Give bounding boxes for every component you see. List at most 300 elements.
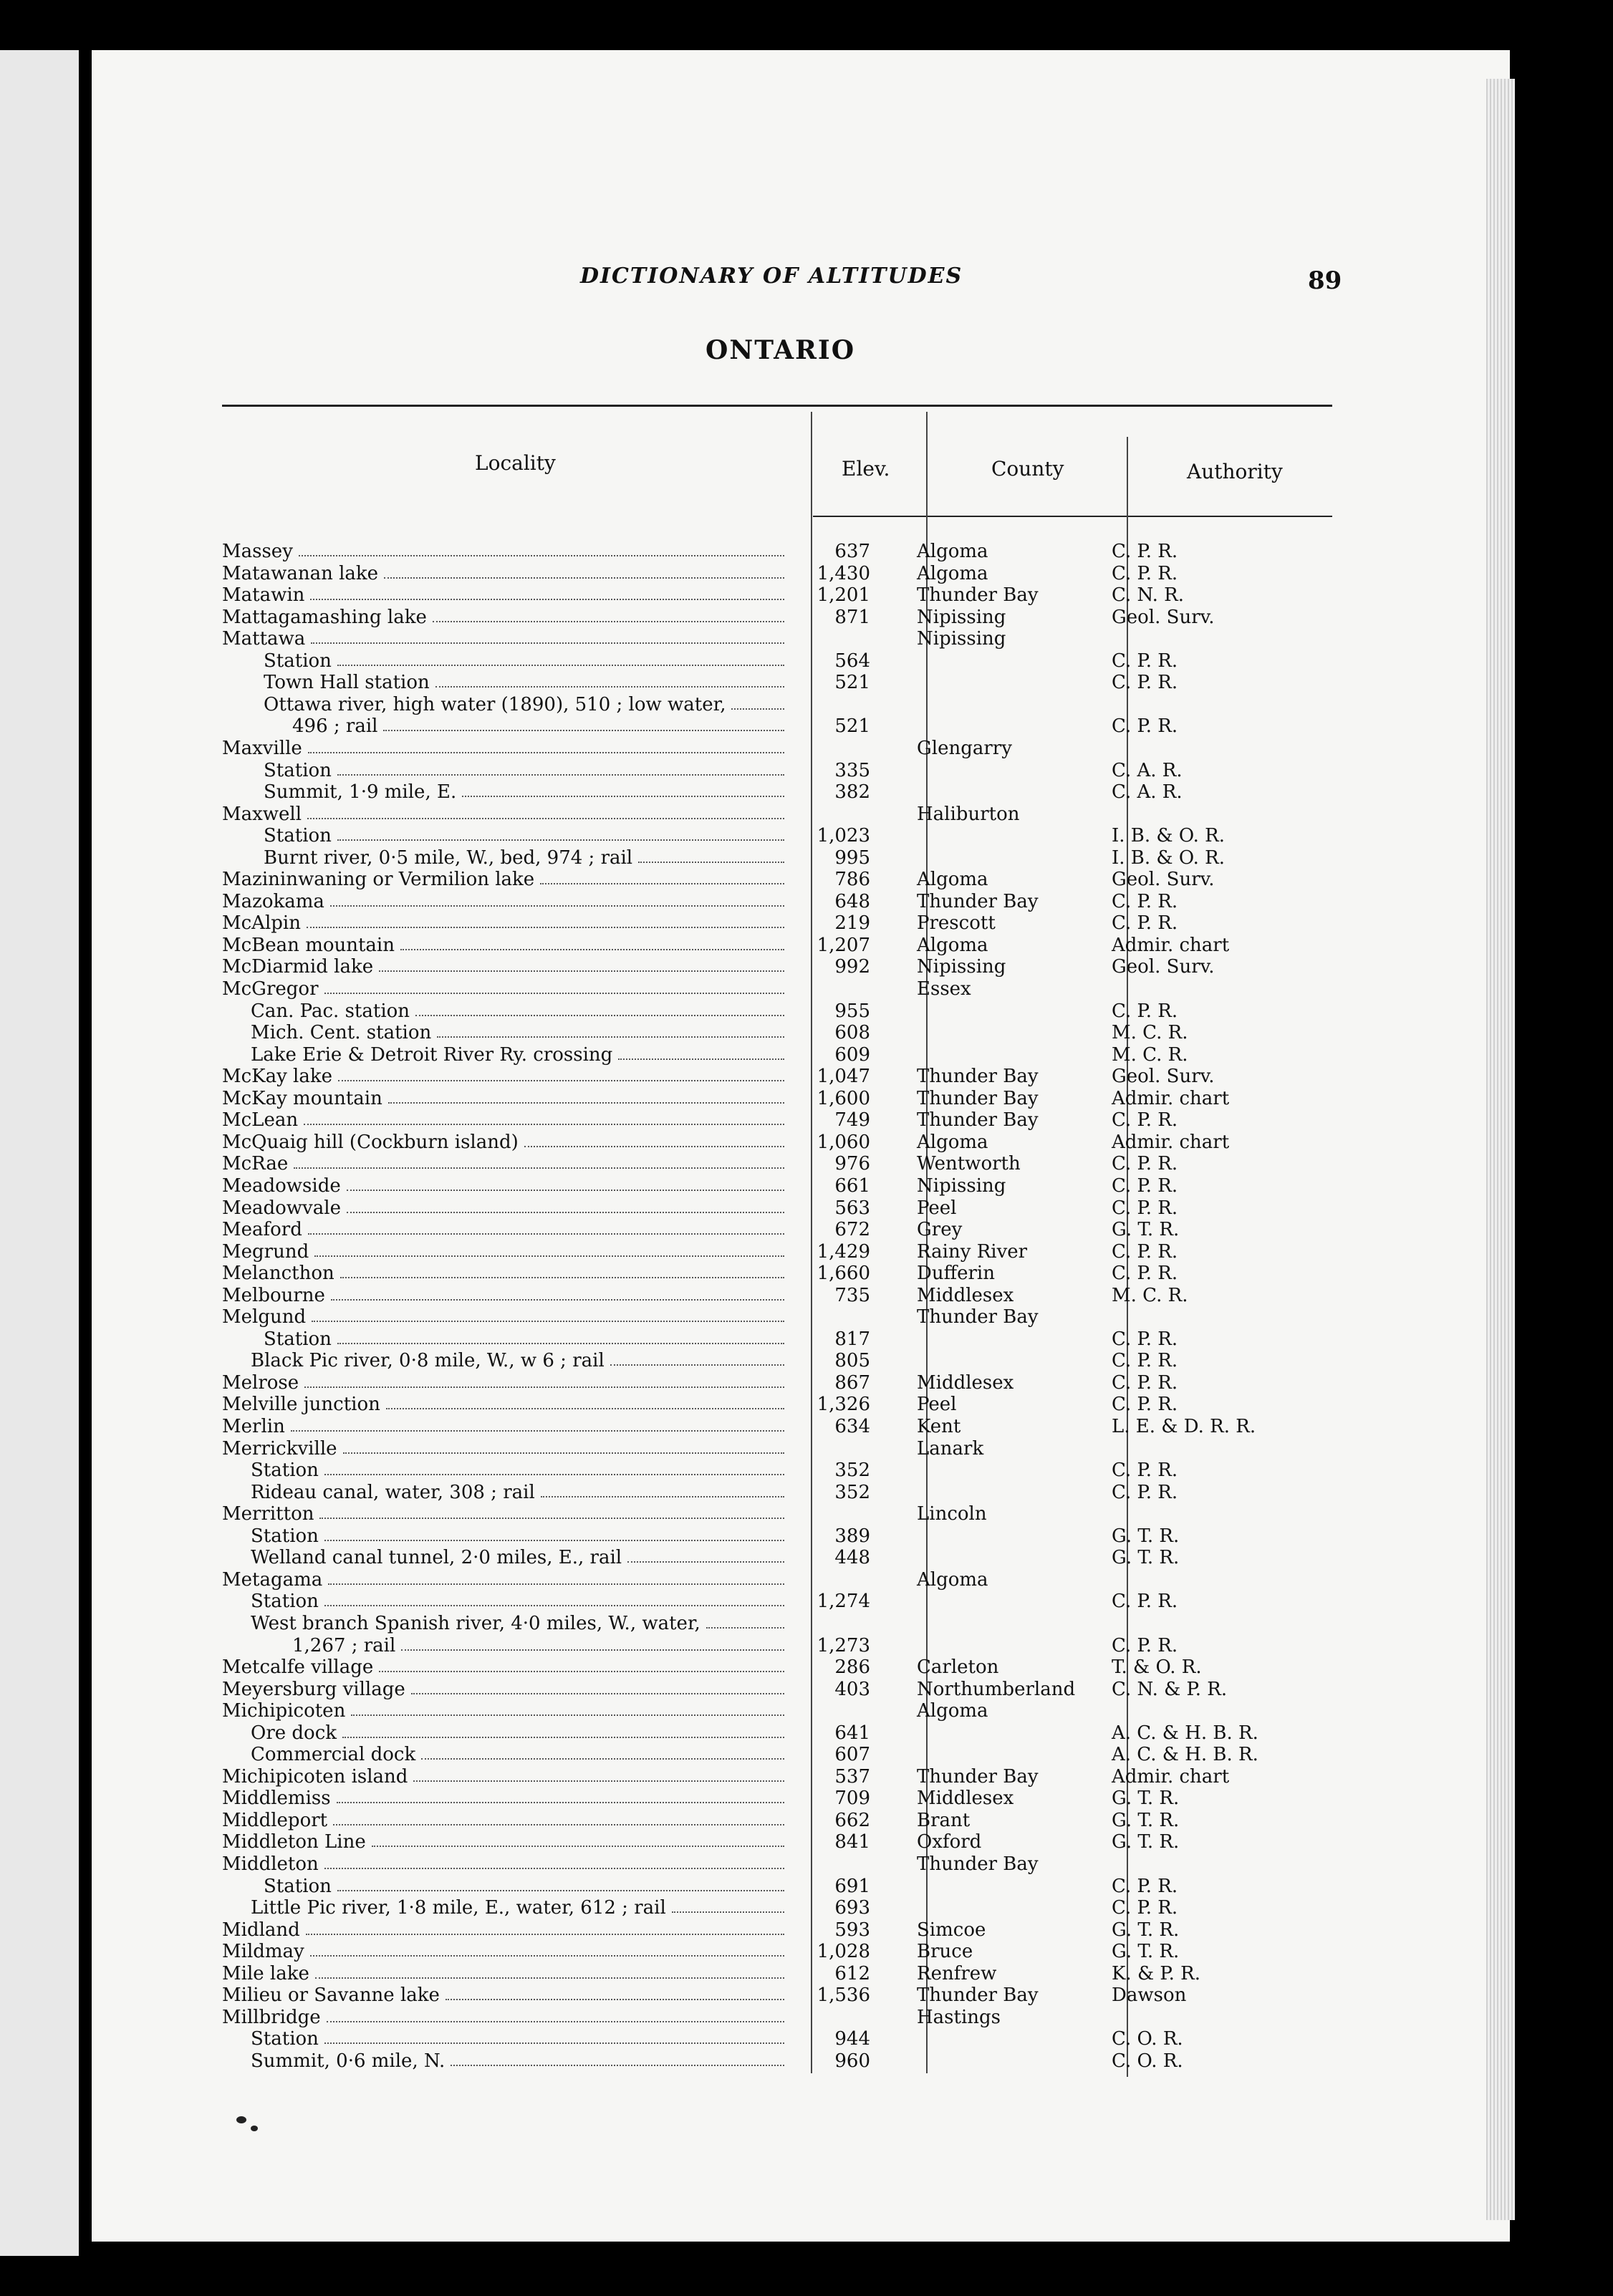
table-row	[0, 1788, 1613, 1809]
locality-cell: Little Pic river, 1·8 mile, E., water, 612 ; rail	[251, 1897, 666, 1919]
authority-cell: C. P. R.	[1112, 562, 1178, 584]
locality-cell: Mattagamashing lake	[222, 606, 427, 628]
table-row	[0, 2028, 1613, 2050]
county-cell: Essex	[917, 978, 971, 1000]
authority-cell: G. T. R.	[1112, 1788, 1180, 1810]
table-row	[0, 1022, 1613, 1043]
county-cell: Lanark	[917, 1437, 984, 1460]
county-cell: Middlesex	[917, 1788, 1014, 1810]
locality-cell: Millbridge	[222, 2006, 321, 2028]
leader-dots	[324, 2028, 784, 2044]
elevation-cell: 976	[834, 1153, 870, 1175]
leader-dots	[327, 2007, 784, 2022]
locality-cell: Welland canal tunnel, 2·0 miles, E., rail	[251, 1547, 622, 1569]
authority-cell: C. P. R.	[1112, 1875, 1178, 1897]
table-row	[0, 628, 1613, 650]
leader-dots	[310, 1941, 784, 1957]
elevation-cell: 1,023	[817, 825, 870, 847]
authority-cell: C. A. R.	[1112, 781, 1183, 804]
locality-cell: Merritton	[222, 1503, 314, 1525]
authority-cell: G. T. R.	[1112, 1809, 1180, 1831]
leader-dots	[304, 1372, 784, 1388]
elevation-cell: 564	[834, 650, 870, 672]
county-cell: Haliburton	[917, 803, 1020, 825]
county-cell: Wentworth	[917, 1153, 1021, 1175]
table-row	[0, 825, 1613, 846]
elevation-cell: 352	[834, 1481, 870, 1503]
table-row	[0, 1197, 1613, 1219]
locality-cell: 1,267 ; rail	[292, 1634, 396, 1656]
table-row	[0, 1328, 1613, 1350]
locality-cell: Megrund	[222, 1240, 309, 1263]
locality-cell: Middlemiss	[222, 1788, 331, 1810]
leader-dots	[462, 781, 784, 797]
locality-cell: Melbourne	[222, 1284, 325, 1306]
authority-cell: C. P. R.	[1112, 1109, 1178, 1132]
authority-cell: C. P. R.	[1112, 1481, 1178, 1503]
authority-cell: C. P. R.	[1112, 541, 1178, 562]
leader-dots	[307, 912, 784, 928]
elevation-cell: 1,273	[817, 1634, 870, 1656]
table-row	[0, 715, 1613, 737]
elevation-cell: 960	[834, 2050, 870, 2072]
locality-cell: Massey	[222, 541, 293, 562]
elevation-cell: 403	[834, 1678, 870, 1700]
authority-cell: M. C. R.	[1112, 1022, 1188, 1044]
authority-cell: C. P. R.	[1112, 1350, 1178, 1372]
locality-cell: Black Pic river, 0·8 mile, W., w 6 ; rail	[251, 1350, 605, 1372]
elevation-cell: 335	[834, 759, 870, 781]
table-row	[0, 760, 1613, 781]
leader-dots	[351, 1700, 784, 1716]
leader-dots	[333, 1810, 784, 1825]
locality-cell: Station	[264, 1328, 332, 1350]
authority-cell: Geol. Surv.	[1112, 1066, 1215, 1088]
elevation-cell: 563	[834, 1197, 870, 1219]
table-row	[0, 1963, 1613, 1984]
county-cell: Algoma	[917, 869, 988, 891]
locality-cell: Maxville	[222, 737, 302, 759]
authority-cell: C. N. & P. R.	[1112, 1678, 1228, 1700]
leader-dots	[331, 1285, 784, 1301]
locality-cell: Station	[251, 1525, 319, 1547]
locality-cell: Metagama	[222, 1568, 323, 1591]
leader-dots	[337, 760, 784, 776]
elevation-cell: 219	[834, 912, 870, 935]
locality-cell: Merlin	[222, 1416, 285, 1437]
leader-dots	[386, 1394, 784, 1409]
authority-cell: Dawson	[1112, 1984, 1187, 2007]
table-row	[0, 978, 1613, 1000]
county-cell: Middlesex	[917, 1284, 1014, 1306]
elevation-cell: 1,536	[817, 1984, 870, 2007]
table-row	[0, 541, 1613, 562]
elevation-cell: 593	[834, 1919, 870, 1941]
elevation-cell: 1,201	[817, 584, 870, 607]
table-row	[0, 1941, 1613, 1962]
table-row	[0, 1175, 1613, 1197]
authority-cell: A. C. & H. B. R.	[1112, 1744, 1258, 1766]
locality-cell: Lake Erie & Detroit River Ry. crossing	[251, 1043, 613, 1066]
table-row	[0, 1263, 1613, 1284]
table-row	[0, 1132, 1613, 1153]
county-cell: Rainy River	[917, 1240, 1028, 1263]
leader-dots	[411, 1679, 784, 1694]
county-cell: Thunder Bay	[917, 1984, 1039, 2007]
leader-dots	[307, 804, 784, 819]
table-row	[0, 1722, 1613, 1744]
authority-cell: Admir. chart	[1112, 1131, 1230, 1153]
leader-dots	[446, 1984, 784, 2000]
authority-cell: C. P. R.	[1112, 912, 1178, 935]
elevation-cell: 521	[834, 715, 870, 738]
locality-cell: Mattawa	[222, 628, 306, 650]
table-row	[0, 1766, 1613, 1788]
elevation-cell: 1,047	[817, 1066, 870, 1088]
leader-dots	[291, 1416, 784, 1432]
authority-cell: C. P. R.	[1112, 1591, 1178, 1613]
elevation-cell: 648	[834, 890, 870, 912]
elevation-cell: 871	[834, 606, 870, 628]
table-row	[0, 1394, 1613, 1415]
table-row	[0, 1285, 1613, 1306]
elevation-cell: 661	[834, 1174, 870, 1197]
authority-cell: C. P. R.	[1112, 1634, 1178, 1656]
table-row	[0, 1853, 1613, 1875]
authority-cell: C. O. R.	[1112, 2050, 1183, 2072]
locality-cell: Mile lake	[222, 1962, 309, 1984]
leader-dots	[372, 1831, 784, 1847]
elevation-cell: 389	[834, 1525, 870, 1547]
locality-cell: Melancthon	[222, 1263, 334, 1285]
authority-cell: C. P. R.	[1112, 1394, 1178, 1416]
county-cell: Prescott	[917, 912, 996, 935]
authority-cell: I. B. & O. R.	[1112, 825, 1226, 847]
elevation-cell: 537	[834, 1765, 870, 1788]
locality-cell: Metcalfe village	[222, 1656, 374, 1679]
table-row	[0, 891, 1613, 912]
elevation-cell: 286	[834, 1656, 870, 1679]
locality-cell: Meadowvale	[222, 1197, 341, 1219]
ink-speck	[251, 2126, 258, 2131]
table-row	[0, 1241, 1613, 1263]
locality-cell: 496 ; rail	[292, 715, 378, 738]
authority-cell: C. P. R.	[1112, 1153, 1178, 1175]
table-row	[0, 1525, 1613, 1547]
authority-cell: I. B. & O. R.	[1112, 846, 1226, 869]
elevation-cell: 1,060	[817, 1131, 870, 1153]
ink-speck	[236, 2116, 246, 2123]
table-row	[0, 2007, 1613, 2028]
authority-cell: C. P. R.	[1112, 1371, 1178, 1394]
locality-cell: Melrose	[222, 1371, 299, 1394]
locality-cell: Mazininwaning or Vermilion lake	[222, 869, 535, 891]
leader-dots	[415, 1000, 784, 1016]
table-row	[0, 1438, 1613, 1460]
county-cell: Lincoln	[917, 1503, 987, 1525]
authority-cell: M. C. R.	[1112, 1284, 1188, 1306]
authority-cell: C. P. R.	[1112, 1197, 1178, 1219]
elevation-cell: 382	[834, 781, 870, 804]
county-cell: Renfrew	[917, 1962, 997, 1984]
elevation-cell: 521	[834, 672, 870, 694]
county-cell: Hastings	[917, 2006, 1001, 2028]
leader-dots	[610, 1350, 784, 1366]
leader-dots	[433, 607, 784, 622]
county-cell: Nipissing	[917, 1174, 1006, 1197]
locality-cell: McKay mountain	[222, 1087, 382, 1109]
county-cell: Peel	[917, 1394, 957, 1416]
leader-dots	[451, 2050, 784, 2066]
table-row	[0, 1372, 1613, 1394]
leader-dots	[379, 1656, 784, 1672]
leader-dots	[319, 1503, 784, 1519]
table-row	[0, 1416, 1613, 1437]
authority-cell: C. P. R.	[1112, 1174, 1178, 1197]
locality-cell: Can. Pac. station	[251, 1000, 410, 1022]
elevation-cell: 709	[834, 1788, 870, 1810]
county-cell: Algoma	[917, 934, 988, 956]
leader-dots	[324, 1853, 784, 1869]
locality-cell: Meaford	[222, 1219, 302, 1241]
locality-cell: Maxwell	[222, 803, 302, 825]
elevation-cell: 691	[834, 1875, 870, 1897]
elevation-cell: 1,430	[817, 562, 870, 584]
table-row	[0, 1460, 1613, 1481]
leader-dots	[337, 1876, 784, 1891]
leader-dots	[383, 715, 784, 731]
locality-cell: Mildmay	[222, 1941, 304, 1963]
locality-cell: McLean	[222, 1109, 299, 1132]
leader-dots	[324, 1591, 784, 1606]
elevation-cell: 637	[834, 541, 870, 562]
locality-cell: McGregor	[222, 978, 319, 1000]
authority-cell: G. T. R.	[1112, 1547, 1180, 1569]
locality-cell: Commercial dock	[251, 1744, 416, 1766]
column-header-elev: Elev.	[842, 457, 890, 481]
leader-dots	[400, 935, 784, 950]
leader-dots	[347, 1197, 784, 1213]
leader-dots	[294, 1153, 784, 1169]
table-row	[0, 935, 1613, 956]
table-row	[0, 1306, 1613, 1328]
authority-cell: C. N. R.	[1112, 584, 1184, 607]
authority-cell: C. P. R.	[1112, 1263, 1178, 1285]
elevation-cell: 749	[834, 1109, 870, 1132]
elevation-cell: 608	[834, 1022, 870, 1044]
locality-cell: Station	[264, 759, 332, 781]
table-row	[0, 847, 1613, 869]
leader-dots	[706, 1613, 784, 1629]
leader-dots	[618, 1044, 784, 1060]
table-row	[0, 1656, 1613, 1678]
authority-cell: G. T. R.	[1112, 1219, 1180, 1241]
locality-cell: Middleport	[222, 1809, 328, 1831]
leader-dots	[524, 1132, 784, 1147]
leader-dots	[338, 1066, 784, 1081]
locality-cell: Middleton Line	[222, 1831, 366, 1853]
county-cell: Thunder Bay	[917, 1306, 1039, 1328]
locality-cell: Summit, 1·9 mile, E.	[264, 781, 457, 804]
authority-cell: C. O. R.	[1112, 2028, 1183, 2050]
locality-cell: Summit, 0·6 mile, N.	[251, 2050, 446, 2072]
table-row	[0, 1350, 1613, 1371]
table-row	[0, 1503, 1613, 1525]
table-row	[0, 1810, 1613, 1831]
leader-dots	[328, 1569, 784, 1585]
leader-dots	[340, 1263, 784, 1278]
locality-cell: Meyersburg village	[222, 1678, 405, 1700]
leader-dots	[324, 1460, 784, 1475]
county-cell: Thunder Bay	[917, 1109, 1039, 1132]
section-title: ONTARIO	[706, 335, 856, 365]
table-row	[0, 1744, 1613, 1765]
running-title: DICTIONARY OF ALTITUDES	[580, 264, 963, 289]
table-row	[0, 584, 1613, 606]
leader-dots	[304, 1109, 784, 1125]
county-cell: Thunder Bay	[917, 584, 1039, 607]
authority-cell: G. T. R.	[1112, 1919, 1180, 1941]
elevation-cell: 612	[834, 1962, 870, 1984]
authority-cell: C. P. R.	[1112, 1000, 1178, 1022]
county-cell: Kent	[917, 1416, 961, 1437]
elevation-cell: 1,660	[817, 1263, 870, 1285]
county-cell: Thunder Bay	[917, 1765, 1039, 1788]
table-row	[0, 1153, 1613, 1174]
locality-cell: McDiarmid lake	[222, 956, 374, 978]
authority-cell: C. P. R.	[1112, 1460, 1178, 1482]
authority-cell: C. A. R.	[1112, 759, 1183, 781]
leader-dots	[435, 672, 784, 688]
elevation-cell: 1,274	[817, 1591, 870, 1613]
county-cell: Thunder Bay	[917, 890, 1039, 912]
table-row	[0, 607, 1613, 628]
elevation-cell: 995	[834, 846, 870, 869]
authority-cell: Admir. chart	[1112, 1765, 1230, 1788]
elevation-cell: 1,429	[817, 1240, 870, 1263]
county-cell: Algoma	[917, 541, 988, 562]
locality-cell: Rideau canal, water, 308 ; rail	[251, 1481, 535, 1503]
table-row	[0, 1679, 1613, 1700]
authority-cell: G. T. R.	[1112, 1941, 1180, 1963]
table-row	[0, 1919, 1613, 1941]
county-cell: Brant	[917, 1809, 971, 1831]
authority-cell: L. E. & D. R. R.	[1112, 1416, 1256, 1437]
locality-cell: Station	[251, 2028, 319, 2050]
locality-cell: McBean mountain	[222, 934, 395, 956]
elevation-cell: 992	[834, 956, 870, 978]
table-row	[0, 1547, 1613, 1568]
locality-cell: McAlpin	[222, 912, 301, 935]
county-cell: Glengarry	[917, 737, 1012, 759]
county-cell: Nipissing	[917, 606, 1006, 628]
leader-dots	[315, 1963, 784, 1979]
locality-cell: Melgund	[222, 1306, 307, 1328]
elevation-cell: 944	[834, 2028, 870, 2050]
leader-dots	[421, 1744, 784, 1760]
page-number: 89	[1308, 266, 1342, 295]
locality-cell: Station	[264, 825, 332, 847]
table-row	[0, 672, 1613, 693]
leader-dots	[314, 1241, 784, 1257]
leader-dots	[312, 1306, 784, 1322]
elevation-cell: 672	[834, 1219, 870, 1241]
locality-cell: Meadowside	[222, 1174, 341, 1197]
leader-dots	[384, 563, 784, 579]
leader-dots	[337, 825, 784, 841]
authority-cell: Admir. chart	[1112, 934, 1230, 956]
locality-cell: Michipicoten island	[222, 1765, 408, 1788]
locality-cell: Mich. Cent. station	[251, 1022, 432, 1044]
leader-dots	[379, 956, 784, 972]
locality-cell: Michipicoten	[222, 1700, 346, 1722]
table-row	[0, 1984, 1613, 2006]
elevation-cell: 448	[834, 1547, 870, 1569]
table-row	[0, 694, 1613, 715]
locality-cell: McKay lake	[222, 1066, 333, 1088]
county-cell: Simcoe	[917, 1919, 986, 1941]
table-row	[0, 738, 1613, 759]
leader-dots	[306, 1919, 784, 1935]
table-row	[0, 1219, 1613, 1240]
locality-cell: Burnt river, 0·5 mile, W., bed, 974 ; rail	[264, 846, 633, 869]
leader-dots	[330, 891, 784, 907]
elevation-cell: 1,028	[817, 1941, 870, 1963]
authority-cell: Admir. chart	[1112, 1087, 1230, 1109]
leader-dots	[413, 1766, 784, 1782]
authority-cell: Geol. Surv.	[1112, 606, 1215, 628]
county-cell: Carleton	[917, 1656, 999, 1679]
table-row	[0, 1897, 1613, 1919]
locality-cell: Matawin	[222, 584, 305, 607]
table-row	[0, 1000, 1613, 1022]
authority-cell: C. P. R.	[1112, 650, 1178, 672]
table-row	[0, 1044, 1613, 1066]
authority-cell: C. P. R.	[1112, 1328, 1178, 1350]
leader-dots	[437, 1022, 784, 1038]
elevation-cell: 1,326	[817, 1394, 870, 1416]
table-row	[0, 1700, 1613, 1722]
table-row	[0, 650, 1613, 672]
county-cell: Bruce	[917, 1941, 973, 1963]
locality-cell: Town Hall station	[264, 672, 430, 694]
column-header-authority: Authority	[1187, 460, 1283, 483]
table-row	[0, 781, 1613, 803]
elevation-cell: 867	[834, 1371, 870, 1394]
leader-dots	[308, 738, 784, 753]
elevation-cell: 805	[834, 1350, 870, 1372]
locality-cell: Melville junction	[222, 1394, 380, 1416]
county-cell: Nipissing	[917, 628, 1006, 650]
county-cell: Nipissing	[917, 956, 1006, 978]
county-cell: Oxford	[917, 1831, 982, 1853]
leader-dots	[672, 1897, 784, 1913]
leader-dots	[324, 1525, 784, 1541]
locality-cell: Milieu or Savanne lake	[222, 1984, 440, 2007]
authority-cell: C. P. R.	[1112, 1897, 1178, 1919]
elevation-cell: 609	[834, 1043, 870, 1066]
county-cell: Dufferin	[917, 1263, 995, 1285]
leader-dots	[540, 869, 784, 884]
locality-cell: Merrickville	[222, 1437, 337, 1460]
leader-dots	[337, 1788, 784, 1803]
locality-cell: McQuaig hill (Cockburn island)	[222, 1131, 519, 1153]
authority-cell: C. P. R.	[1112, 715, 1178, 738]
table-row	[0, 2050, 1613, 2072]
elevation-cell: 607	[834, 1744, 870, 1766]
elevation-cell: 1,207	[817, 934, 870, 956]
leader-dots	[310, 584, 784, 600]
